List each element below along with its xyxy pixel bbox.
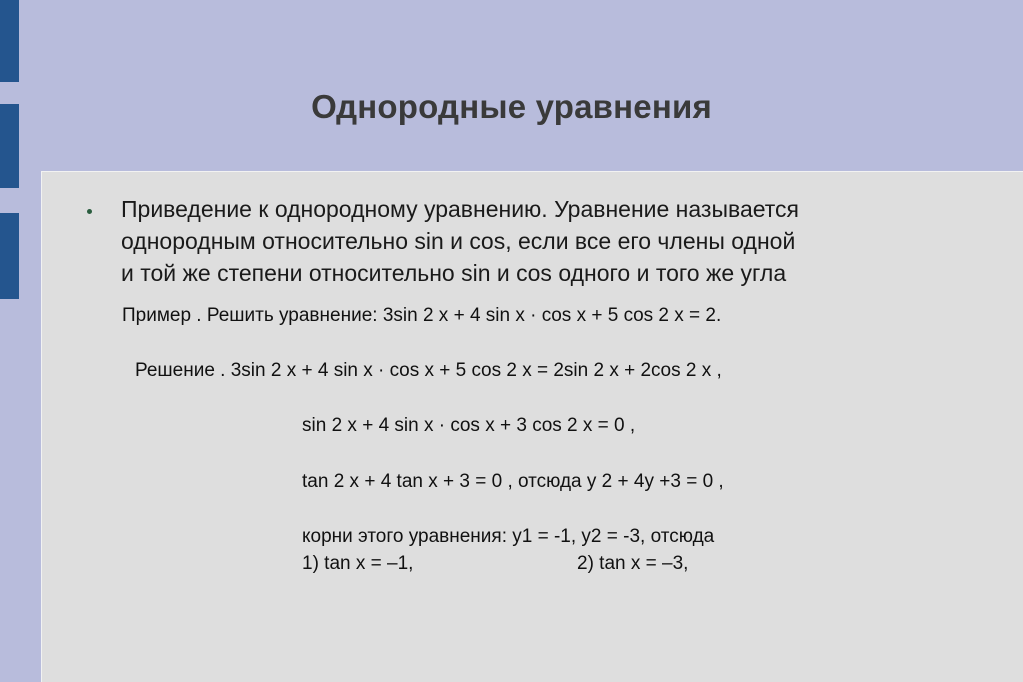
- example-line: Пример . Решить уравнение: 3sin 2 x + 4 sin x · cos x + 5 cos 2 x = 2.: [122, 305, 722, 326]
- intro-line: однородным относительно sin и cos, если все его члены одной: [121, 228, 796, 254]
- intro-paragraph: [121, 193, 981, 289]
- solution-line: Решение . 3sin 2 x + 4 sin x · cos x + 5 cos 2 x = 2sin 2 x + 2cos 2 x ,: [135, 360, 722, 381]
- accent-bar-bottom: [0, 213, 19, 299]
- root-item: 1) tan x = –1,: [302, 553, 414, 574]
- solution-step: tan 2 x + 4 tan x + 3 = 0 , отсюда y 2 + 4y +3 = 0 ,: [302, 471, 724, 492]
- solution-step: корни этого уравнения: y1 = -1, y2 = -3, отсюда: [302, 526, 715, 547]
- roots-row: [302, 553, 688, 575]
- intro-line: Приведение к однородному уравнению. Уравнение называется: [121, 196, 800, 222]
- slide-title: Однородные уравнения: [311, 88, 712, 125]
- accent-bar-top: [0, 0, 19, 82]
- bullet-dot-icon: [87, 209, 92, 214]
- intro-line: и той же степени относительно sin и cos одного и того же угла: [121, 260, 787, 286]
- root-item: 2) tan x = –3,: [577, 553, 689, 574]
- solution-step: sin 2 x + 4 sin x · cos x + 3 cos 2 x = 0 ,: [302, 415, 636, 436]
